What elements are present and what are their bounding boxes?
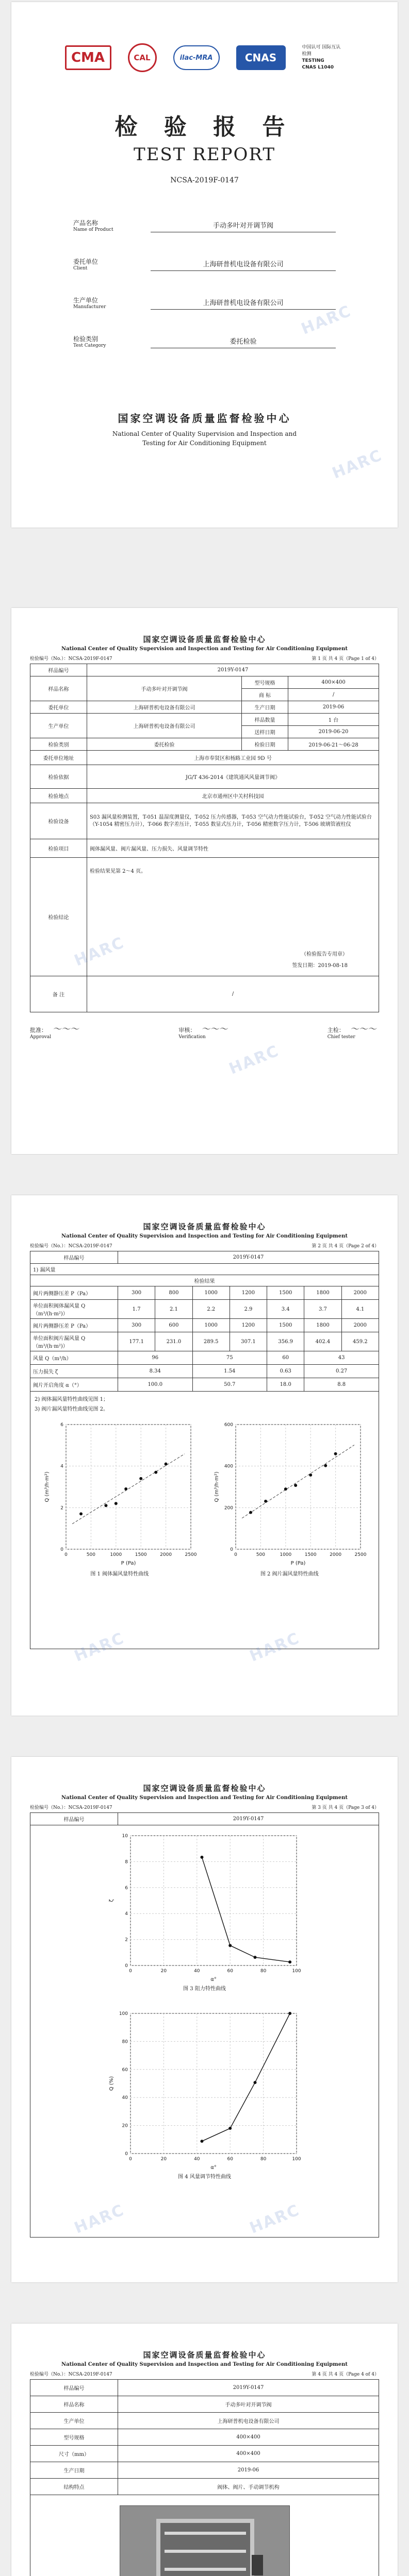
x-tick-label: 500 (256, 1552, 266, 1557)
leakage-body-chart (42, 1418, 197, 1568)
x-tick-label: 60 (226, 2157, 233, 2162)
table-row: 压力损失 ζ 8.34 1.54 0.63 0.27 (30, 1365, 379, 1378)
y-tick-label: 0 (124, 1963, 128, 1969)
report-page-1: HARC HARC 国家空调设备质量监督检验中心 National Center of Quality Supervision and Inspection and Testing for Air Conditioning Equipment 检验编号（No.）：NCSA-2019F-0147 第 1 页 共 4 页（Page 1 of 4） 样品编号 2019Y-0147 样品名称 手动多叶对开调节阀 型号规格 400×400 商 标 / 委托单位 上海研普机电设备有限公司 生产日期 2019-06 生产单位 上海研普机电设备有限公司 样品数量 1 台 送样日期 2019-06-20 检验类别 委托检验 检验日期 2019-06-21～06-28 委托单位地址 上海市奉贤区和杨路工业园 9D 号 检验依据 JG/T 436-2014《建筑通风风量调节阀》 检验地点 北京市通州区中关村科技园 检验设备 S03 漏风量检测装置，T-051 温湿度测量仪，T-052 压力传感器，T-053 空气动力性能试验台，T-052 空气动力性能试验台（Y-1054 精密压力计），T-066 数字差压计，T-055 数显式压力计，T-056 精密数字压力计，T-506 玻璃管液柱仪 检验项目 阀体漏风量、阀片漏风量、压力损失、风量调节特性 检验结论 检验结果见第 2～4 页。 （检验报告专用章） 签发日期：2019-08-18 备 注 / 批准： 〜〜〜 Approval 审核： 〜〜〜 Verification 主检： 〜〜〜 Chief tester (11, 608, 398, 1154)
x-tick-label: 1500 (304, 1552, 317, 1557)
table-row: 型号规格 400×400 (30, 2429, 379, 2446)
data-point (200, 1856, 203, 1859)
cnas-logo: CNAS (236, 45, 286, 70)
table-row: 阀片开启角度 α（°） 100.0 50.7 18.0 8.8 (30, 1378, 379, 1392)
y-tick-label: 6 (124, 1885, 128, 1891)
x-tick-label: 2500 (354, 1552, 367, 1557)
y-tick-label: 10 (122, 1834, 128, 1839)
y-tick-label: 60 (122, 2067, 128, 2073)
table-row: 单位面积阀体漏风量 Q（m³/(h·m²)） 1.7 2.1 2.2 2.9 3.4 3.7 4.1 (30, 1300, 379, 1319)
data-point (324, 1464, 327, 1467)
cert-logos (11, 43, 398, 72)
data-point (334, 1452, 337, 1455)
page-number: 第 4 页 共 4 页（Page 4 of 4） (312, 2372, 379, 2377)
y-tick-label: 2 (124, 1937, 128, 1943)
x-tick-label: 2000 (159, 1552, 172, 1557)
x-axis-label: α° (210, 1977, 217, 1982)
charts-table (30, 1812, 379, 2238)
page-header-org: 国家空调设备质量监督检验中心 (143, 1784, 266, 1793)
data-point (200, 2140, 203, 2143)
data-point (114, 1502, 118, 1505)
signature-row: 批准： 〜〜〜 Approval 审核： 〜〜〜 Verification 主检： 〜〜〜 Chief tester (30, 1024, 379, 1040)
field-client: 委托单位 Client 上海研普机电设备有限公司 (73, 257, 336, 271)
report-title-cn: 检 验 报 告 (114, 114, 295, 140)
y-tick-label: 200 (224, 1505, 234, 1511)
ilac-logo: ilac-MRA (173, 45, 220, 70)
x-axis-label: P (Pa) (121, 1561, 136, 1566)
y-tick-label: 400 (224, 1464, 234, 1469)
y-tick-label: 4 (60, 1464, 63, 1469)
report-number: NCSA-2019F-0147 (170, 176, 239, 184)
table-row: 样品名称 手动多叶对开调节阀 (30, 2396, 379, 2413)
data-point (253, 1956, 256, 1959)
cal-logo: CAL (128, 43, 157, 72)
table-row: 生产单位 上海研普机电设备有限公司 (30, 2413, 379, 2429)
cover-org-en-1: National Center of Quality Supervision and Inspection and (112, 430, 297, 437)
page-header-org-en: National Center of Quality Supervision and Inspection and Testing for Air Conditioning Equipment (61, 1795, 348, 1801)
data-point (124, 1487, 127, 1490)
data-point (249, 1511, 252, 1514)
table-row: 风量 Q（m³/h） 96 75 60 43 (30, 1351, 379, 1365)
page-report-no: 检验编号（No.）：NCSA-2019F-0147 (30, 1805, 112, 1810)
data-point (309, 1473, 312, 1477)
x-axis-label: α° (210, 2165, 217, 2171)
y-axis-label: Q (m³/h·m²) (44, 1471, 50, 1502)
table-row: 样品编号 2019Y-0147 (30, 2380, 379, 2396)
table-row: 检验项目 阀体漏风量、阀片漏风量、压力损失、风量调节特性 (30, 839, 379, 858)
x-tick-label: 0 (234, 1552, 238, 1557)
verification-signature: 〜〜〜 (195, 1024, 231, 1035)
data-point (228, 1944, 232, 1947)
table-row: 检验依据 JG/T 436-2014《建筑通风风量调节阀》 (30, 765, 379, 789)
data-point (264, 1500, 267, 1503)
page-report-no: 检验编号（No.）：NCSA-2019F-0147 (30, 2372, 112, 2377)
table-row: 阀片两侧静压差 P（Pa） 300 800 1000 1200 1500 1800 2000 (30, 1286, 379, 1300)
data-point (288, 1960, 291, 1963)
x-tick-label: 0 (128, 2157, 132, 2162)
info-table (30, 664, 379, 1012)
data-point (139, 1477, 142, 1480)
data-point (164, 1463, 167, 1466)
page-header-org: 国家空调设备质量监督检验中心 (143, 1222, 266, 1231)
page-header-org-en: National Center of Quality Supervision and Inspection and Testing for Air Conditioning Equipment (61, 646, 348, 652)
table-row: 检验设备 S03 漏风量检测装置，T-051 温湿度测量仪，T-052 压力传感器，T-053 空气动力性能试验台，T-052 空气动力性能试验台（Y-1054 精密压力计），T-066 数字差压计，T-055 数显式压力计，T-056 精密数字压力计，T-506 玻璃管液柱仪 (30, 803, 379, 839)
table-row: 1) 漏风量 (30, 1264, 379, 1275)
table-row: 2) 阀体漏风量特性曲线见图 1； 3) 阀片漏风量特性曲线见图 2。 0 500 1000 1500 2000 2500 0 2 4 6 P (Pa) Q (m³/h·m²) 图 1 阀体漏风量特性曲线 0 500 1000 1500 2000 2500 0 200 400 600 P (Pa) Q (m³/h·m²) 图 2 阀片漏风量特性曲线 (30, 1392, 379, 1649)
field-product: 产品名称 Name of Product 手动多叶对开调节阀 (73, 218, 336, 232)
table-row: 结构特点 阀体、阀片、手动调节机构 (30, 2479, 379, 2495)
table-row: 尺寸（mm） 400×400 (30, 2446, 379, 2462)
x-tick-label: 0 (128, 1969, 132, 1974)
table-row: 商 标 / (30, 689, 379, 701)
page-number: 第 1 页 共 4 页（Page 1 of 4） (312, 656, 379, 662)
report-page-4 (11, 2324, 398, 2576)
x-tick-label: 2500 (185, 1552, 197, 1557)
table-row: 检验结果 (30, 1275, 379, 1286)
sample-photo (120, 2505, 290, 2576)
resistance-chart (107, 1829, 303, 1984)
table-row: 样品编号 2019Y-0147 (30, 1251, 379, 1264)
sample-table (30, 2379, 379, 2576)
table-row (30, 2495, 379, 2576)
y-tick-label: 40 (122, 2095, 128, 2101)
table-row: 阀片两侧静压差 P（Pa） 300 600 1000 1200 1500 1800 2000 (30, 1319, 379, 1332)
data-point (104, 1504, 107, 1507)
x-tick-label: 80 (260, 2157, 266, 2162)
y-tick-label: 2 (60, 1505, 63, 1511)
plot-area (236, 1425, 361, 1549)
y-tick-label: 20 (122, 2123, 128, 2129)
data-point (288, 2012, 291, 2015)
x-tick-label: 20 (160, 2157, 167, 2162)
page-header-org-en: National Center of Quality Supervision and Inspection and Testing for Air Conditioning Equipment (61, 1233, 348, 1239)
table-row: 生产日期 2019-06 (30, 2462, 379, 2479)
y-tick-label: 6 (60, 1422, 63, 1428)
data-point (253, 2081, 256, 2084)
page-number: 第 3 页 共 4 页（Page 3 of 4） (312, 1805, 379, 1810)
page-header-org-en: National Center of Quality Supervision and Inspection and Testing for Air Conditioning Equipment (61, 2362, 348, 2367)
cma-logo: CMA (65, 45, 111, 70)
report-title-en: TEST REPORT (133, 144, 276, 165)
x-tick-label: 0 (64, 1552, 68, 1557)
x-tick-label: 40 (193, 2157, 200, 2162)
field-manufacturer: 生产单位 Manufacturer 上海研普机电设备有限公司 (73, 296, 336, 310)
x-tick-label: 100 (291, 2157, 301, 2162)
field-test-category: 检验类别 Test Category 委托检验 (73, 334, 336, 348)
x-tick-label: 1000 (280, 1552, 292, 1557)
approval-signature: 〜〜〜 (47, 1024, 82, 1035)
y-tick-label: 8 (124, 1859, 128, 1865)
page-header-org: 国家空调设备质量监督检验中心 (143, 2350, 266, 2360)
data-point (228, 2127, 232, 2130)
cover-fields (73, 218, 336, 348)
report-page-2: HARC HARC 国家空调设备质量监督检验中心 National Center of Quality Supervision and Inspection and Testing for Air Conditioning Equipment 检验编号（No.）：NCSA-2019F-0147 第 2 页 共 4 页（Page 2 of 4） 样品编号 2019Y-0147 1) 漏风量 检验结果 阀片两侧静压差 P（Pa） 300 800 1000 1200 1500 1800 2000 单位面积阀体漏风量 Q（m³/(h·m²)） 1.7 2.1 2.2 2.9 3.4 3.7 4.1 阀片两侧静压差 P（Pa） 300 600 1000 1200 1500 1800 2000 单位面积阀片漏风量 Q（m³/(h·m²)） 177.1 231.0 289.5 307.1 356.9 402.4 459.2 风量 Q（m³/h） 96 75 60 43 压力损失 ζ 8.34 1.54 0.63 0.27 阀片开启角度 α（°） 100.0 50.7 18.0 8.8 2) 阀体漏风量特性曲线见图 1； 3) 阀片漏风量特性曲线见图 2。 0 500 1000 1500 2000 2500 0 2 4 6 P (Pa) Q (m³/h·m²) 图 1 阀体漏风量特性曲线 0 500 1000 1500 2000 2500 0 200 400 600 P (Pa) Q (m³/h·m²) 图 2 阀片漏风量特性曲线 (11, 1195, 398, 1716)
report-page-3: HARC HARC 国家空调设备质量监督检验中心 National Center of Quality Supervision and Inspection and Testing for Air Conditioning Equipment 检验编号（No.）：NCSA-2019F-0147 第 3 页 共 4 页（Page 3 of 4） 样品编号 2019Y-0147 0 20 40 60 80 100 0 2 4 6 8 10 α° ζ 图 3 阻力特性曲线 0 20 40 60 80 100 0 20 40 60 80 100 α° Q (%) 图 4 风量调节特性曲线 (11, 1757, 398, 2282)
page-report-no: 检验编号（No.）：NCSA-2019F-0147 (30, 656, 112, 662)
y-tick-label: 0 (230, 1547, 234, 1552)
y-axis-label: Q (m³/h·m²) (214, 1471, 220, 1502)
table-row: 0 20 40 60 80 100 0 2 4 6 8 10 α° ζ 图 3 阻力特性曲线 0 20 40 60 80 100 0 20 40 60 80 100 α° Q (%) 图 4 风量调节特性曲线 (30, 1825, 379, 2238)
table-row: 委托单位地址 上海市奉贤区和杨路工业园 9D 号 (30, 751, 379, 765)
x-tick-label: 1500 (135, 1552, 147, 1557)
x-axis-label: P (Pa) (290, 1561, 306, 1566)
y-tick-label: 0 (124, 2151, 128, 2157)
y-tick-label: 0 (60, 1547, 63, 1552)
results-table (30, 1251, 379, 1649)
x-tick-label: 40 (193, 1969, 200, 1974)
data-point (284, 1487, 287, 1490)
page-report-no: 检验编号（No.）：NCSA-2019F-0147 (30, 1244, 112, 1249)
table-row: 备 注 / (30, 976, 379, 1012)
cover-org-cn: 国家空调设备质量监督检验中心 (118, 412, 291, 425)
cover-org-en-2: Testing for Air Conditioning Equipment (142, 439, 267, 447)
x-tick-label: 20 (160, 1969, 167, 1974)
x-tick-label: 1000 (110, 1552, 122, 1557)
table-row: 样品编号 2019Y-0147 (30, 664, 379, 676)
table-row: 样品编号 2019Y-0147 (30, 1813, 379, 1825)
table-row: 检验地点 北京市通州区中关村科技园 (30, 789, 379, 803)
table-row: 样品名称 手动多叶对开调节阀 型号规格 400×400 (30, 676, 379, 689)
y-tick-label: 100 (119, 2011, 128, 2016)
cover-page: HARC HARC CMA CAL ilac-MRA CNAS 中国认可 国际互认 检测 TESTING CNAS L1040 检 验 报 告 TEST REPORT NCSA-2019F-0147 产品名称 Name of Product 手动多叶对开调节阀 委托单位 Client 上海研普机电设备有限公司 生产单位 Manufacturer 上海研普机电设备有限公司 检验类别 Test Category 委托检验 国家空调设备质量监督检验中心 National Center of Quality Supervision and Inspection and Testing for Air Conditioning Equipment (11, 2, 398, 528)
page-header-org: 国家空调设备质量监督检验中心 (143, 635, 266, 644)
x-tick-label: 2000 (330, 1552, 342, 1557)
data-point (79, 1512, 83, 1515)
y-tick-label: 600 (224, 1422, 234, 1428)
table-row: 送样日期 2019-06-20 (30, 726, 379, 738)
table-row: 委托单位 上海研普机电设备有限公司 生产日期 2019-06 (30, 701, 379, 714)
cert-text: 中国认可 国际互认 检测 TESTING CNAS L1040 (302, 45, 341, 70)
leakage-blade-chart (212, 1418, 367, 1568)
x-tick-label: 100 (291, 1969, 301, 1974)
plot-area (66, 1425, 191, 1549)
plot-area (130, 2013, 297, 2154)
table-row: 检验类别 委托检验 检验日期 2019-06-21～06-28 (30, 738, 379, 751)
y-axis-label: Q (%) (108, 2076, 114, 2091)
x-tick-label: 80 (260, 1969, 266, 1974)
data-point (294, 1484, 297, 1487)
data-point (154, 1471, 157, 1474)
flow-regulation-chart (107, 2007, 303, 2172)
y-tick-label: 4 (124, 1911, 128, 1917)
page-number: 第 2 页 共 4 页（Page 2 of 4） (312, 1244, 379, 1249)
plot-area (130, 1836, 297, 1965)
x-tick-label: 60 (226, 1969, 233, 1974)
table-row: 检验结论 检验结果见第 2～4 页。 （检验报告专用章） 签发日期：2019-08-18 (30, 858, 379, 976)
chief-tester-signature: 〜〜〜 (344, 1024, 379, 1035)
table-row: 单位面积阀片漏风量 Q（m³/(h·m²)） 177.1 231.0 289.5 307.1 356.9 402.4 459.2 (30, 1332, 379, 1351)
y-axis-label: ζ (108, 1899, 114, 1902)
x-tick-label: 500 (86, 1552, 95, 1557)
y-tick-label: 80 (122, 2039, 128, 2045)
table-row: 生产单位 上海研普机电设备有限公司 样品数量 1 台 (30, 714, 379, 726)
